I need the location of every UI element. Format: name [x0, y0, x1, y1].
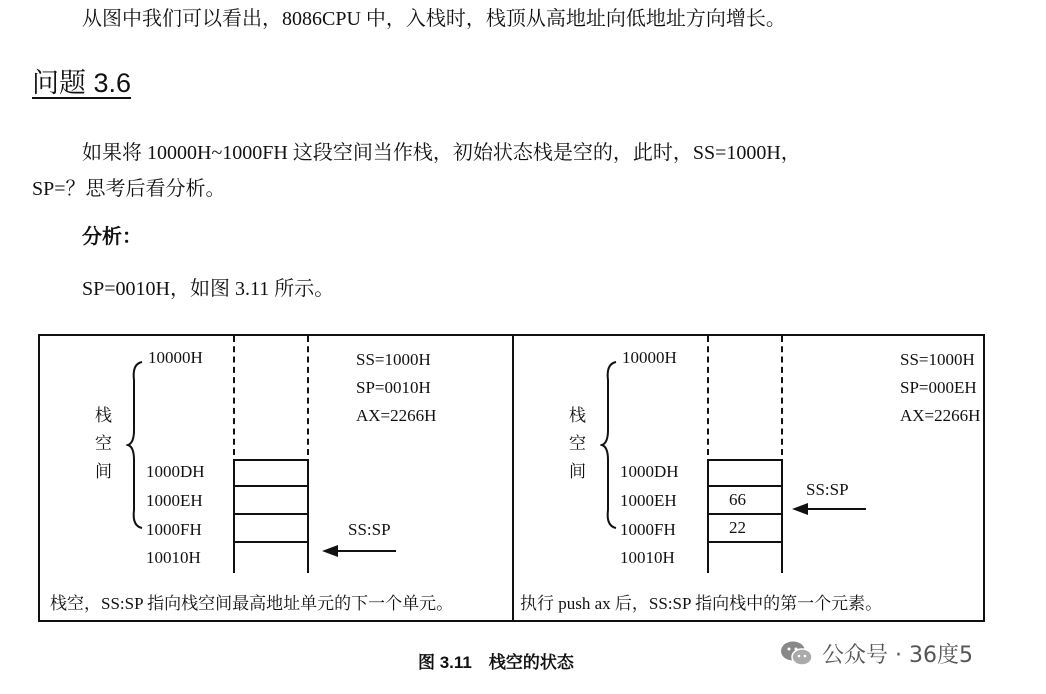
reg-ss: SS=1000H	[356, 350, 431, 369]
mem-cell-1000e	[707, 487, 783, 515]
addr-1000f: 1000FH	[146, 520, 202, 539]
addr-1000e: 1000EH	[146, 491, 203, 510]
stack-label-1: 栈	[569, 406, 586, 425]
reg-ax: AX=2266H	[356, 406, 437, 425]
stack-label-3: 间	[95, 462, 112, 481]
section-heading: 问题 3.6	[32, 68, 132, 98]
question-line-2: SP=？思考后看分析。	[32, 178, 226, 200]
panel-caption: 栈空，SS:SP 指向栈空间最高地址单元的下一个单元。	[50, 594, 454, 613]
figure-caption: 图 3.11 栈空的状态	[418, 653, 574, 672]
mem-cell-1000f	[707, 515, 783, 543]
ss-sp-pointer-label: SS:SP	[806, 480, 849, 499]
stack-dashed-region	[707, 336, 783, 455]
mem-cell-1000e	[233, 487, 309, 515]
addr-10010: 10010H	[620, 548, 675, 567]
mem-cell-10010	[233, 543, 309, 573]
panel-after-push	[514, 336, 984, 620]
addr-1000d: 1000DH	[620, 462, 679, 481]
addr-1000d: 1000DH	[146, 462, 205, 481]
panel-caption: 执行 push ax 后，SS:SP 指向栈中的第一个元素。	[520, 594, 883, 613]
cell-value-f: 22	[729, 518, 746, 537]
brace-icon	[600, 360, 620, 530]
reg-sp: SP=000EH	[900, 378, 977, 397]
answer-line: SP=0010H，如图 3.11 所示。	[82, 278, 335, 300]
pointer-arrow-icon	[792, 502, 868, 516]
analysis-label: 分析：	[82, 226, 142, 248]
addr-10010: 10010H	[146, 548, 201, 567]
mem-cell-1000f	[233, 515, 309, 543]
stack-label-2: 空	[569, 434, 586, 453]
brace-icon	[126, 360, 146, 530]
mem-cell-1000d	[707, 459, 783, 487]
wechat-icon	[780, 640, 814, 668]
reg-ss: SS=1000H	[900, 350, 975, 369]
pointer-arrow-icon	[322, 544, 398, 558]
intro-line: 从图中我们可以看出，8086CPU 中，入栈时，栈顶从高地址向低地址方向增长。	[82, 8, 786, 30]
stack-label-3: 间	[569, 462, 586, 481]
addr-top: 10000H	[622, 348, 677, 367]
mem-cell-1000d	[233, 459, 309, 487]
stack-label-1: 栈	[95, 406, 112, 425]
reg-sp: SP=0010H	[356, 378, 431, 397]
reg-ax: AX=2266H	[900, 406, 981, 425]
stack-label-2: 空	[95, 434, 112, 453]
wechat-watermark	[780, 638, 973, 669]
question-line-1: 如果将 10000H~1000FH 这段空间当作栈，初始状态栈是空的，此时，SS=1000H，	[82, 142, 801, 164]
cell-value-e: 66	[729, 490, 746, 509]
panel-empty-stack	[40, 336, 510, 620]
watermark-text: 公众号 · 36度5	[822, 643, 973, 668]
addr-1000f: 1000FH	[620, 520, 676, 539]
addr-1000e: 1000EH	[620, 491, 677, 510]
stack-figure	[38, 334, 985, 622]
ss-sp-pointer-label: SS:SP	[348, 520, 391, 539]
addr-top: 10000H	[148, 348, 203, 367]
stack-dashed-region	[233, 336, 309, 455]
mem-cell-10010	[707, 543, 783, 573]
